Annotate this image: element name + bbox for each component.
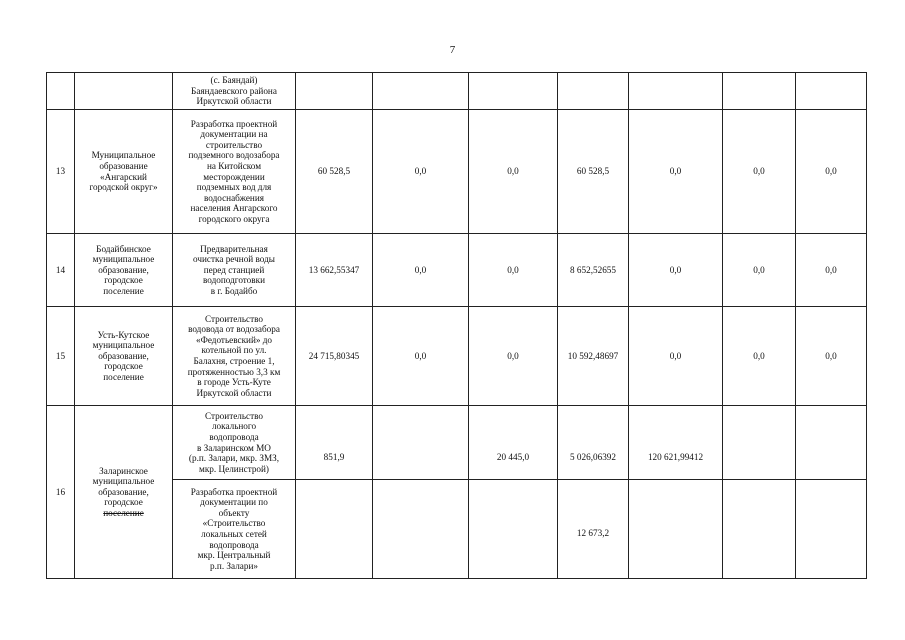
municipality-line: Усть-Кутское (97, 329, 150, 340)
value-cell (373, 73, 469, 110)
value-cell (723, 480, 796, 579)
value-cell: 5 026,06392 (558, 406, 629, 480)
table-row (47, 406, 867, 480)
value-cell (796, 73, 867, 110)
value-cell (796, 406, 867, 480)
description-line: подземного водозабора (188, 150, 280, 161)
description-line: Балахня, строение 1, (193, 356, 275, 366)
municipality-cell (75, 73, 173, 110)
description-line: очистка речной воды (193, 254, 275, 265)
municipality-cell (75, 406, 173, 579)
value-cell: 0,0 (469, 234, 558, 307)
project-description-cell (173, 480, 296, 579)
value-cell: 0,0 (796, 234, 867, 307)
value-cell: 24 715,80345 (296, 307, 373, 406)
value-cell: 0,0 (469, 110, 558, 234)
description-line: Предварительная (200, 243, 268, 254)
value-cell (796, 480, 867, 579)
value-cell (629, 480, 723, 579)
municipality-cell (75, 110, 173, 234)
page-number: 7 (449, 44, 456, 56)
value-cell: 13 662,55347 (296, 234, 373, 307)
row-number-cell (47, 73, 75, 110)
project-description-cell (173, 406, 296, 480)
municipality-line: городское (104, 361, 143, 372)
row-number-cell: 15 (47, 307, 75, 406)
description-line: водоподготовки (202, 275, 265, 286)
value-cell (373, 406, 469, 480)
description-line: мкр. Центральный (197, 550, 271, 561)
description-line: Баяндаевского района (191, 85, 277, 96)
description-line: перед станцией (203, 264, 265, 275)
value-cell (469, 73, 558, 110)
description-line: котельной по ул. (201, 345, 267, 356)
description-line: (р.п. Залари, мкр. ЗМЗ, (188, 453, 280, 464)
description-line: водопровода (209, 539, 259, 550)
project-description-cell (173, 234, 296, 307)
value-cell: 0,0 (373, 234, 469, 307)
municipality-line: образование (99, 160, 148, 171)
table-row (47, 110, 867, 234)
value-cell: 0,0 (373, 307, 469, 406)
table-row (47, 234, 867, 307)
value-cell: 60 528,5 (296, 110, 373, 234)
value-cell: 20 445,0 (469, 406, 558, 480)
municipality-cell (75, 307, 173, 406)
value-cell: 0,0 (469, 307, 558, 406)
value-cell (629, 73, 723, 110)
municipality-line: образование, (98, 264, 149, 275)
description-line: Разработка проектной (190, 118, 278, 129)
value-cell: 0,0 (723, 110, 796, 234)
row-number-cell: 14 (47, 234, 75, 307)
value-cell: 0,0 (629, 234, 723, 307)
value-cell: 0,0 (629, 307, 723, 406)
description-line: водоснабжения (204, 192, 264, 203)
row-number-cell: 13 (47, 110, 75, 234)
value-cell (296, 73, 373, 110)
description-line: водовода от водозабора (188, 324, 280, 335)
value-cell: 0,0 (723, 307, 796, 406)
table-row (47, 73, 867, 110)
description-line: строительство (205, 139, 263, 150)
value-cell (723, 406, 796, 480)
description-line: Иркутской области (196, 387, 272, 398)
description-line: документации на (200, 129, 268, 140)
municipality-line: поселение (103, 371, 144, 382)
municipality-line: городской округ» (89, 182, 158, 193)
description-line: «Строительство (202, 518, 266, 529)
municipality-line: муниципальное (92, 254, 155, 265)
value-cell: 0,0 (796, 307, 867, 406)
value-cell: 10 592,48697 (558, 307, 629, 406)
value-cell: 8 652,52655 (558, 234, 629, 307)
municipality-line-struck: поселение (103, 507, 144, 518)
municipality-line: образование, (98, 486, 149, 497)
description-line: на Китойском (206, 160, 262, 171)
description-line: Разработка проектной (190, 486, 278, 497)
description-line: в Заларинском МО (197, 442, 271, 453)
description-line: (с. Баяндай) (210, 75, 258, 86)
row-number-cell: 16 (47, 406, 75, 579)
municipality-line: Заларинское (99, 465, 148, 476)
municipality-cell (75, 234, 173, 307)
description-line: протяженностью 3,3 км (187, 366, 281, 377)
municipality-line: городское (104, 275, 143, 286)
municipality-line: «Ангарский (100, 171, 147, 182)
municipality-line: городское (104, 497, 143, 508)
description-line: подземных вод для (196, 182, 272, 193)
description-line: месторождении (203, 171, 265, 182)
description-line: р.п. Залари» (210, 560, 258, 571)
description-line: Иркутской области (196, 96, 272, 107)
value-cell: 60 528,5 (558, 110, 629, 234)
description-line: мкр. Целинстрой) (199, 463, 269, 474)
value-cell: 851,9 (296, 406, 373, 480)
municipality-line: муниципальное (92, 340, 155, 351)
description-line: «Федотьевский» до (195, 334, 273, 345)
description-line: локальных сетей (201, 529, 267, 539)
value-cell (469, 480, 558, 579)
description-line: водопровода (209, 431, 259, 442)
value-cell: 120 621,99412 (629, 406, 723, 480)
municipality-line: образование, (98, 350, 149, 361)
value-cell (558, 73, 629, 110)
value-cell: 0,0 (723, 234, 796, 307)
municipality-line: Муниципальное (91, 150, 156, 161)
municipality-line: поселение (103, 285, 144, 296)
table-row (47, 307, 867, 406)
description-line: Строительство (204, 410, 264, 421)
description-line: документации по (200, 497, 268, 508)
description-line: Строительство (204, 313, 264, 324)
value-cell: 0,0 (629, 110, 723, 234)
value-cell: 0,0 (796, 110, 867, 234)
description-line: в городе Усть-Куте (197, 377, 271, 388)
value-cell (723, 73, 796, 110)
value-cell (296, 480, 373, 579)
municipality-line: Бодайбинское (96, 243, 151, 254)
project-description-cell (173, 73, 296, 110)
description-line: объекту (218, 507, 250, 518)
description-line: населения Ангарского (190, 203, 278, 214)
municipality-line: муниципальное (92, 476, 155, 487)
project-description-cell (173, 307, 296, 406)
data-table (46, 72, 867, 579)
value-cell (373, 480, 469, 579)
value-cell: 12 673,2 (558, 480, 629, 579)
description-line: городского округа (198, 213, 270, 224)
value-cell: 0,0 (373, 110, 469, 234)
project-description-cell (173, 110, 296, 234)
description-line: локального (211, 421, 257, 432)
description-line: в г. Бодайбо (210, 285, 258, 296)
